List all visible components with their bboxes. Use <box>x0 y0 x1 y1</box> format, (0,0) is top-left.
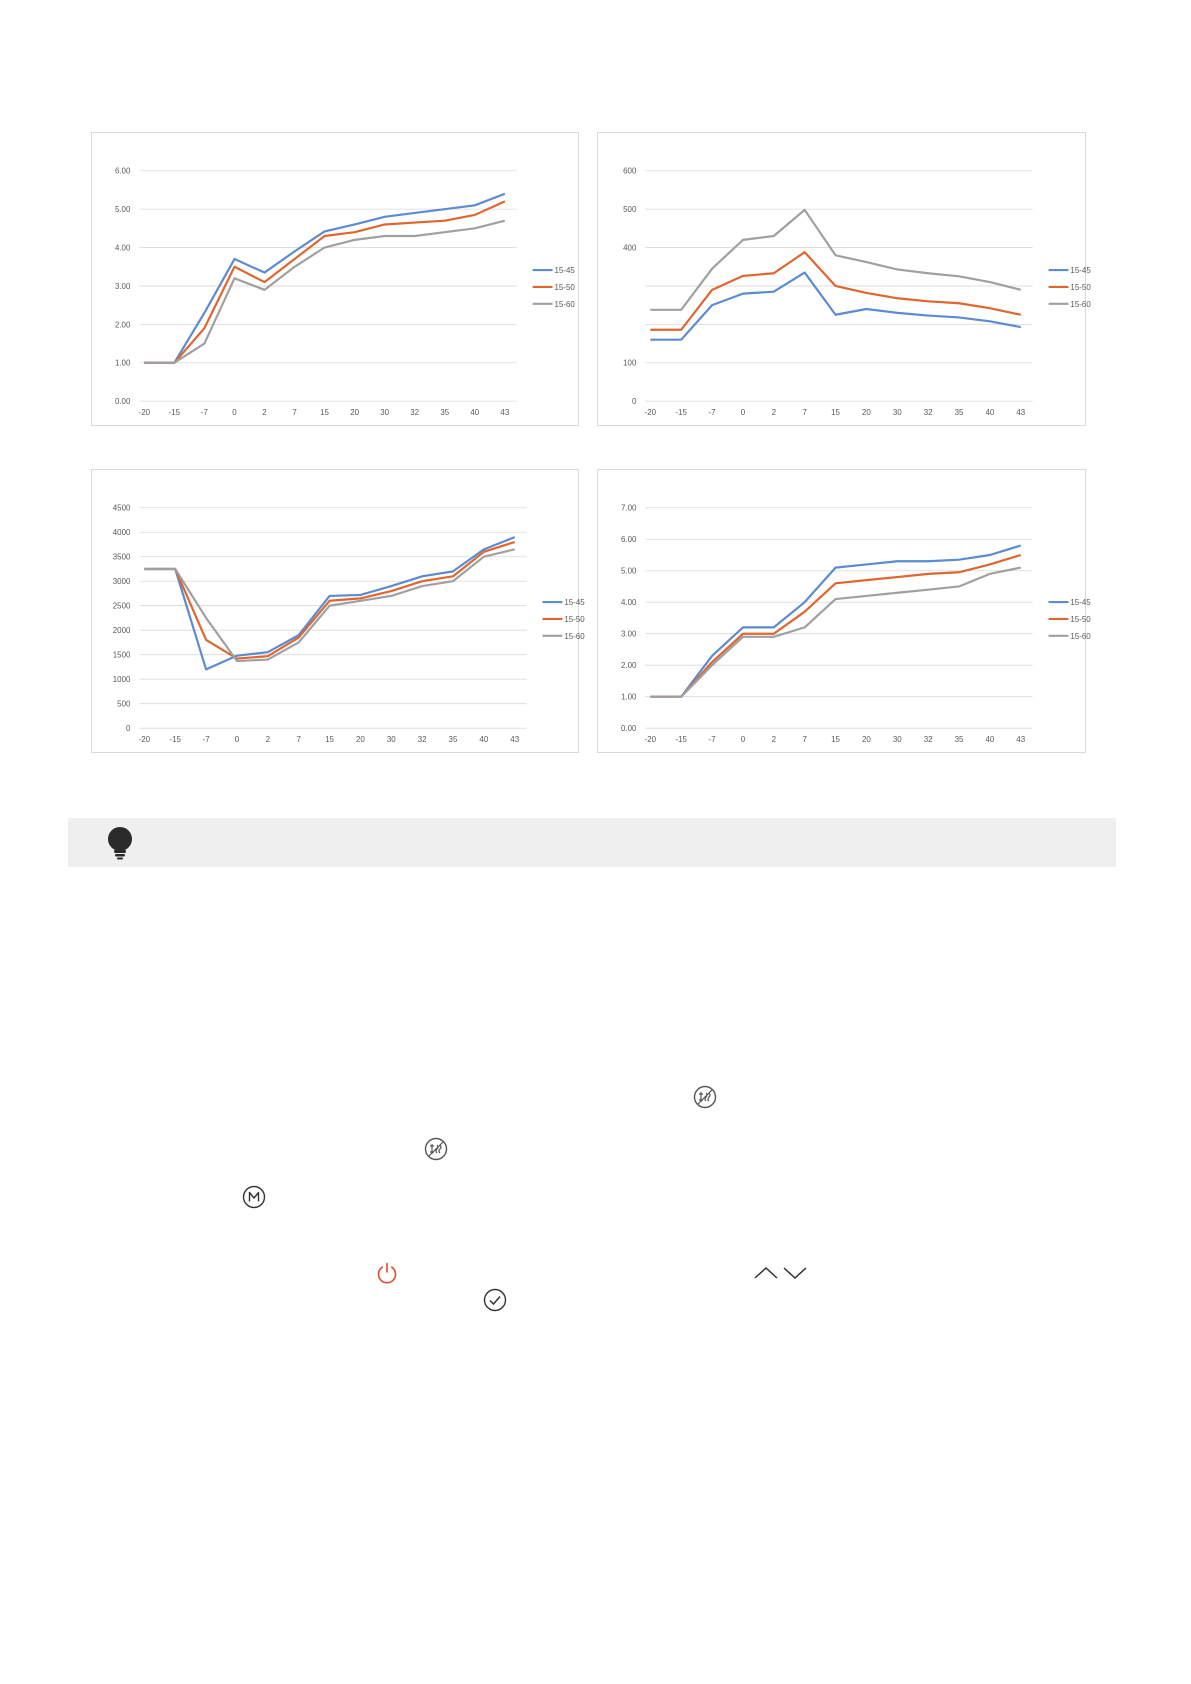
legend-label: 15-45 <box>1070 598 1091 608</box>
x-tick-label: 43 <box>510 735 520 745</box>
x-tick-label: 7 <box>802 408 807 418</box>
y-tick-label: 4500 <box>112 503 131 513</box>
x-tick-label: -15 <box>675 735 687 745</box>
series-line-15-45 <box>650 273 1020 340</box>
chevron-down-icon <box>781 1264 809 1282</box>
x-tick-label: 40 <box>985 735 995 745</box>
x-tick-label: 2 <box>262 408 267 418</box>
x-tick-label: 35 <box>440 408 450 418</box>
y-tick-label: 3500 <box>112 552 131 562</box>
x-tick-label: 15 <box>320 408 329 418</box>
tip-bar <box>68 818 1116 867</box>
y-tick-label: 0.00 <box>114 397 131 407</box>
x-tick-label: 43 <box>500 408 510 418</box>
y-tick-label: 0 <box>631 397 637 407</box>
y-tick-label: 0 <box>126 724 131 734</box>
x-tick-label: 15 <box>831 735 840 745</box>
x-tick-label: 30 <box>892 408 902 418</box>
y-tick-label: 2.00 <box>114 320 131 330</box>
x-tick-label: 35 <box>954 735 964 745</box>
series-line-15-50 <box>144 542 514 659</box>
y-tick-label: 1500 <box>112 650 131 660</box>
x-tick-label: 15 <box>325 735 334 745</box>
x-tick-label: 40 <box>985 408 995 418</box>
series-line-15-60 <box>144 221 505 363</box>
x-tick-label: 32 <box>923 735 933 745</box>
y-tick-label: 600 <box>623 166 637 176</box>
x-tick-label: -7 <box>708 735 716 745</box>
power-icon <box>375 1261 399 1285</box>
x-tick-label: 35 <box>954 408 964 418</box>
series-line-15-45 <box>650 546 1020 697</box>
y-tick-label: 3000 <box>112 577 131 587</box>
x-tick-label: 32 <box>417 735 427 745</box>
y-tick-label: 6.00 <box>114 166 131 176</box>
legend-label: 15-45 <box>554 266 575 276</box>
x-tick-label: -20 <box>138 408 151 418</box>
y-tick-label: 2500 <box>112 601 131 611</box>
series-line-15-50 <box>144 201 505 362</box>
x-tick-label: 43 <box>1016 408 1026 418</box>
x-tick-label: 20 <box>861 735 871 745</box>
x-tick-label: 20 <box>350 408 360 418</box>
legend-label: 15-50 <box>564 614 585 624</box>
line-chart-3 <box>92 470 585 752</box>
legend-label: 15-50 <box>1070 614 1091 624</box>
x-tick-label: 30 <box>380 408 390 418</box>
chart-panel-1 <box>91 132 579 426</box>
x-tick-label: 30 <box>386 735 396 745</box>
y-tick-label: 100 <box>623 358 637 368</box>
x-tick-label: 32 <box>410 408 420 418</box>
defrost-icon <box>424 1137 448 1161</box>
y-tick-label: 6.00 <box>621 535 637 545</box>
y-tick-label: 3.00 <box>114 281 131 291</box>
x-tick-label: -20 <box>138 735 151 745</box>
mode-m-icon <box>242 1185 266 1209</box>
x-tick-label: 0 <box>740 408 746 418</box>
x-tick-label: 7 <box>292 408 297 418</box>
y-tick-label: 2.00 <box>621 661 637 671</box>
x-tick-label: -7 <box>200 408 208 418</box>
x-tick-label: -20 <box>644 408 657 418</box>
line-chart-4 <box>598 470 1091 752</box>
x-tick-label: 40 <box>470 408 480 418</box>
series-line-15-50 <box>650 555 1020 697</box>
x-tick-label: -7 <box>708 408 716 418</box>
y-tick-label: 5.00 <box>114 205 131 215</box>
legend-label: 15-60 <box>1070 299 1091 309</box>
legend-label: 15-50 <box>1070 282 1091 292</box>
x-tick-label: 20 <box>861 408 871 418</box>
y-tick-label: 1.00 <box>621 692 637 702</box>
legend-label: 15-60 <box>564 631 585 641</box>
y-tick-label: 4000 <box>112 528 131 538</box>
x-tick-label: 2 <box>771 735 777 745</box>
legend-label: 15-60 <box>1070 631 1091 641</box>
x-tick-label: 0 <box>740 735 746 745</box>
x-tick-label: 30 <box>892 735 902 745</box>
x-tick-label: -7 <box>202 735 210 745</box>
x-tick-label: 2 <box>265 735 271 745</box>
x-tick-label: -20 <box>644 735 657 745</box>
legend-label: 15-60 <box>554 299 575 309</box>
x-tick-label: -15 <box>169 735 181 745</box>
chart-panel-3 <box>91 469 585 753</box>
y-tick-label: 0.00 <box>621 724 637 734</box>
x-tick-label: 20 <box>355 735 365 745</box>
series-line-15-60 <box>650 568 1020 697</box>
y-tick-label: 2000 <box>112 626 131 636</box>
x-tick-label: 0 <box>232 408 237 418</box>
chart-panel-2 <box>597 132 1091 426</box>
lightbulb-icon <box>104 826 136 860</box>
series-line-15-60 <box>650 210 1020 310</box>
x-tick-label: 15 <box>831 408 840 418</box>
x-tick-label: 7 <box>296 735 301 745</box>
defrost-icon <box>693 1085 717 1109</box>
legend-label: 15-45 <box>564 598 585 608</box>
line-chart-1 <box>92 133 578 425</box>
y-tick-label: 5.00 <box>621 566 637 576</box>
x-tick-label: 7 <box>802 735 807 745</box>
y-tick-label: 4.00 <box>621 598 637 608</box>
x-tick-label: 32 <box>923 408 933 418</box>
line-chart-2 <box>598 133 1091 425</box>
x-tick-label: 43 <box>1016 735 1026 745</box>
y-tick-label: 3.00 <box>621 629 637 639</box>
y-tick-label: 4.00 <box>114 243 131 253</box>
x-tick-label: -15 <box>675 408 687 418</box>
y-tick-label: 500 <box>117 699 131 709</box>
x-tick-label: 35 <box>448 735 458 745</box>
x-tick-label: -15 <box>168 408 181 418</box>
y-tick-label: 400 <box>623 243 637 253</box>
legend-label: 15-50 <box>554 282 575 292</box>
confirm-check-icon <box>483 1288 507 1312</box>
y-tick-label: 500 <box>623 205 637 215</box>
x-tick-label: 40 <box>479 735 489 745</box>
x-tick-label: 0 <box>234 735 240 745</box>
chart-panel-4 <box>597 469 1091 753</box>
legend-label: 15-45 <box>1070 266 1091 276</box>
chevron-up-icon <box>752 1264 780 1282</box>
x-tick-label: 2 <box>771 408 777 418</box>
y-tick-label: 1.00 <box>114 358 131 368</box>
y-tick-label: 7.00 <box>621 503 637 513</box>
y-tick-label: 1000 <box>112 675 131 685</box>
